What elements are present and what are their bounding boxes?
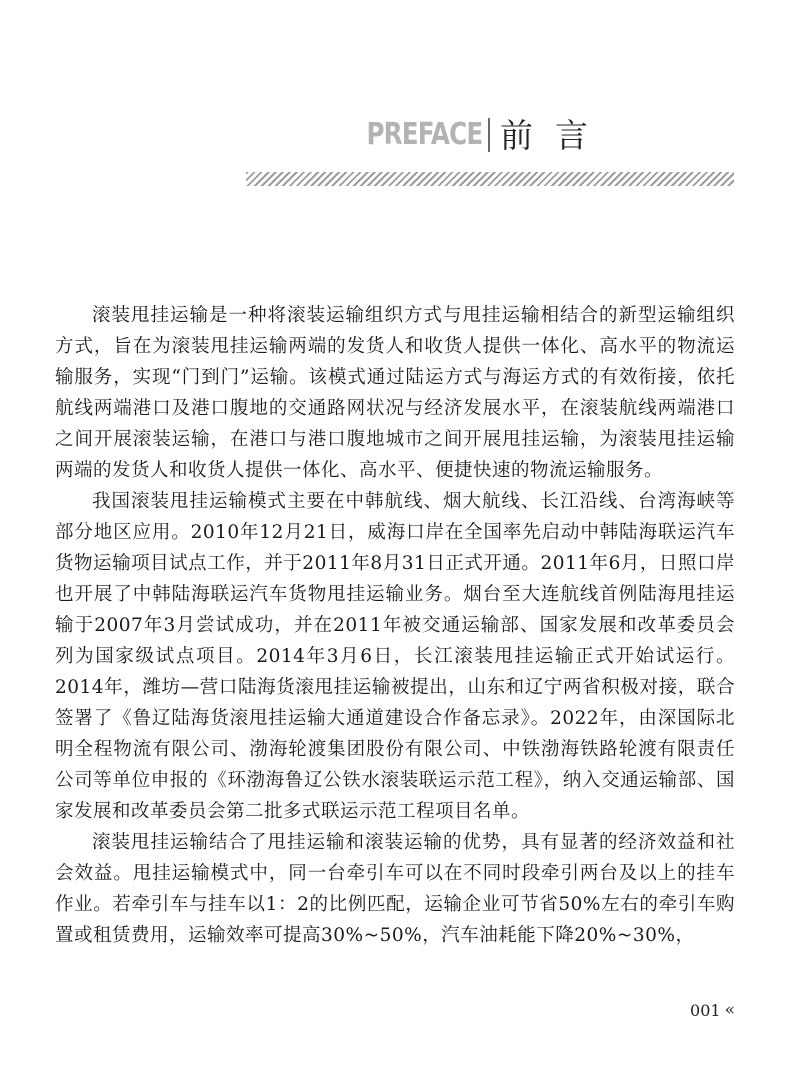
double-chevron-icon: «: [724, 1000, 735, 1020]
page-footer: [690, 1000, 735, 1020]
chapter-header: [341, 113, 610, 157]
page-number: 001: [690, 1000, 721, 1020]
preface-chinese-title: 前言: [500, 115, 610, 155]
decorative-hatch-bar: [246, 172, 734, 186]
paragraph-1: 滚装甩挂运输是一种将滚装运输组织方式与甩挂运输相结合的新型运输组织方式，旨在为滚装甩挂运输两端的发货人和收货人提供一体化、高水平的物流运输服务，实现“门到门”运输。该模式通过陆运方式与海运方式的有效衔接，依托航线两端港口及港口腹地的交通路网状况与经济发展水平，在滚装航线两端港口之间开展滚装运输，在港口与港口腹地城市之间开展甩挂运输，为滚装甩挂运输两端的发货人和收货人提供一体化、高水平、便捷快速的物流运输服务。: [55, 305, 735, 481]
paragraph-2: 我国滚装甩挂运输模式主要在中韩航线、烟大航线、长江沿线、台湾海峡等部分地区应用。2010年12月21日，威海口岸在全国率先启动中韩陆海联运汽车货物运输项目试点工作，并于2011年8月31日正式开通。2011年6月，日照口岸也开展了中韩陆海联运汽车货物甩挂运输业务。烟台至大连航线首例陆海甩挂运输于2007年3月尝试成功，并在2011年被交通运输部、国家发展和改革委员会列为国家级试点项目。2014年3月6日，长江滚装甩挂运输正式开始试运行。2014年，潍坊—营口陆海货滚甩挂运输被提出，山东和辽宁两省积极对接，联合签署了《鲁辽陆海货滚甩挂运输大通道建设合作备忘录》。2022年，由深国际北明全程物流有限公司、渤海轮渡集团股份有限公司、中铁渤海铁路轮渡有限责任公司等单位申报的《环渤海鲁辽公铁水滚装联运示范工程》，纳入交通运输部、国家发展和改革委员会第二批多式联运示范工程项目名单。: [55, 491, 735, 822]
title-divider: [488, 118, 490, 152]
preface-english-title: PREFACE: [366, 117, 482, 152]
body-text: [55, 300, 735, 951]
paragraph-3: 滚装甩挂运输结合了甩挂运输和滚装运输的优势，具有显著的经济效益和社会效益。甩挂运输模式中，同一台牵引车可以在不同时段牵引两台及以上的挂车作业。若牵引车与挂车以1：2的比例匹配，运输企业可节省50%左右的牵引车购置或租赁费用，运输效率可提高30%~50%，汽车油耗能下降20%~30%，: [55, 832, 735, 946]
